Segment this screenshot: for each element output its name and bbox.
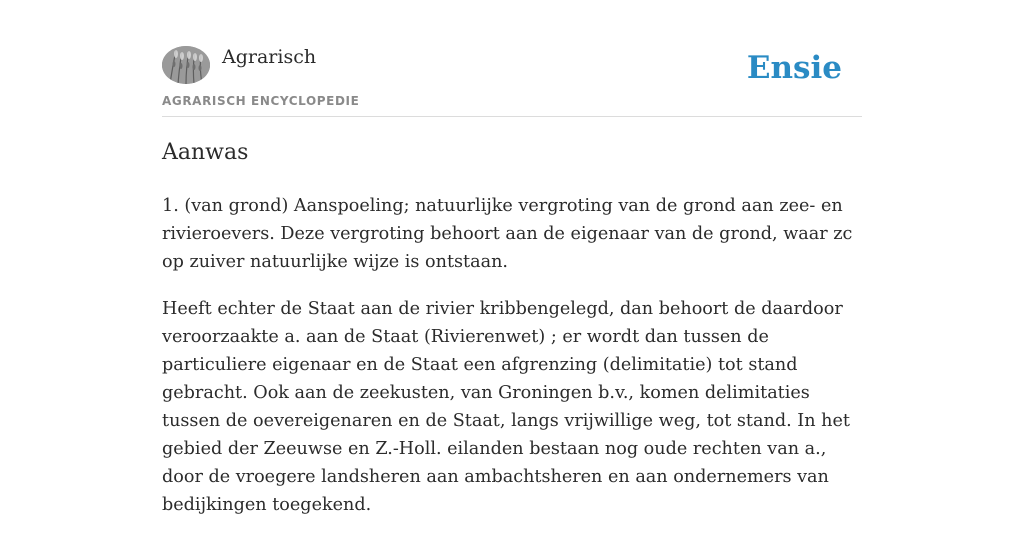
brand-logo[interactable]: Ensie — [746, 50, 842, 86]
source-subtitle: AGRARISCH ENCYCLOPEDIE — [162, 94, 360, 108]
wheat-icon — [162, 46, 210, 84]
header — [162, 44, 862, 117]
article-title: Aanwas — [162, 140, 249, 165]
article-body — [162, 192, 862, 538]
avatar[interactable] — [162, 46, 210, 84]
article-paragraph: Heeft echter de Staat aan de rivier kribbengelegd, dan behoort de daardoor veroorzaakte a. aan de Staat (Rivierenwet) ; er wordt dan tussen de particuliere eigenaar en de Staat een afgrenzing (delimitatie) tot stand gebracht. Ook aan de zeekusten, van Groningen b.v., komen delimitaties tussen de oevereigenaren en de Staat, langs vrijwillige weg, tot stand. In het gebied der Zeeuwse en Z.-Holl. eilanden bestaan nog oude rechten van a., door de vroegere landsheren aan ambachtsheren en aan ondernemers van bedijkingen toegekend. — [162, 299, 850, 515]
source-name[interactable]: Agrarisch — [222, 46, 317, 68]
article-paragraph: 1. (van grond) Aanspoeling; natuurlijke vergroting van de grond aan zee- en rivieroevers. Deze vergroting behoort aan de eigenaar van de grond, waar zc op zuiver natuurlijke wijze is ontstaan. — [162, 196, 853, 272]
